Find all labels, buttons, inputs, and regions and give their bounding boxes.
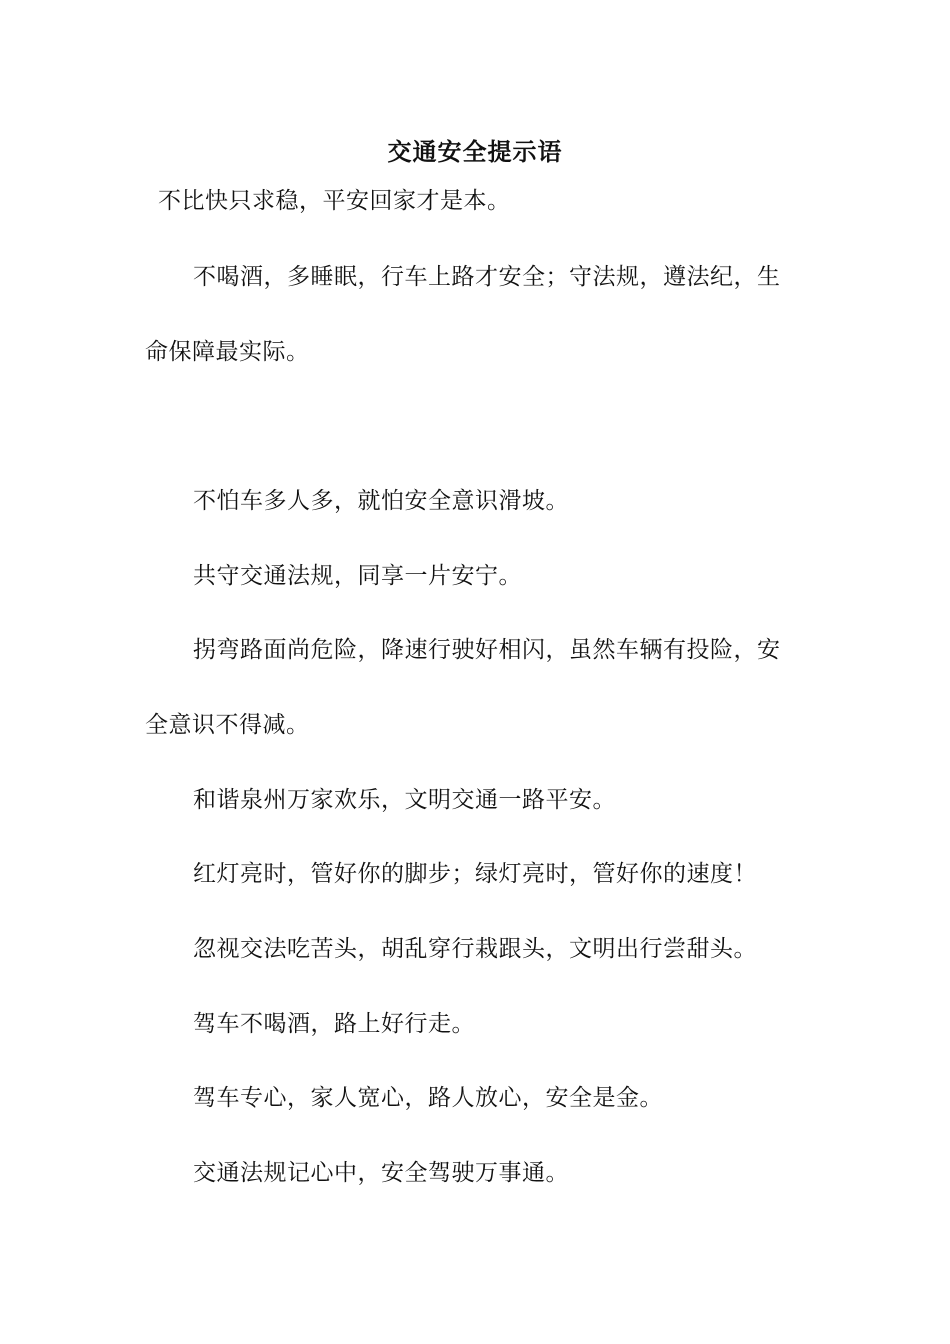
slogan-line: 拐弯路面尚危险，降速行驶好相闪，虽然车辆有投险，安 [193, 637, 781, 663]
slogan-line: 共守交通法规，同享一片安宁。 [193, 563, 522, 589]
slogan-line: 红灯亮时，管好你的脚步；绿灯亮时，管好你的速度！ [193, 861, 757, 887]
slogan-line: 驾车不喝酒，路上好行走。 [193, 1011, 475, 1037]
slogan-line: 交通法规记心中，安全驾驶万事通。 [193, 1160, 569, 1186]
slogan-line: 和谐泉州万家欢乐，文明交通一路平安。 [193, 787, 616, 813]
slogan-line: 不比快只求稳，平安回家才是本。 [158, 188, 511, 214]
slogan-line: 不喝酒，多睡眠，行车上路才安全；守法规，遵法纪，生 [193, 264, 781, 290]
slogan-line-continued: 全意识不得减。 [145, 712, 310, 738]
slogan-line-continued: 命保障最实际。 [145, 339, 310, 365]
document-title: 交通安全提示语 [387, 137, 563, 166]
slogan-line: 驾车专心，家人宽心，路人放心，安全是金。 [193, 1085, 663, 1111]
slogan-line: 忽视交法吃苦头，胡乱穿行栽跟头，文明出行尝甜头。 [193, 936, 757, 962]
slogan-line: 不怕车多人多，就怕安全意识滑坡。 [193, 488, 569, 514]
